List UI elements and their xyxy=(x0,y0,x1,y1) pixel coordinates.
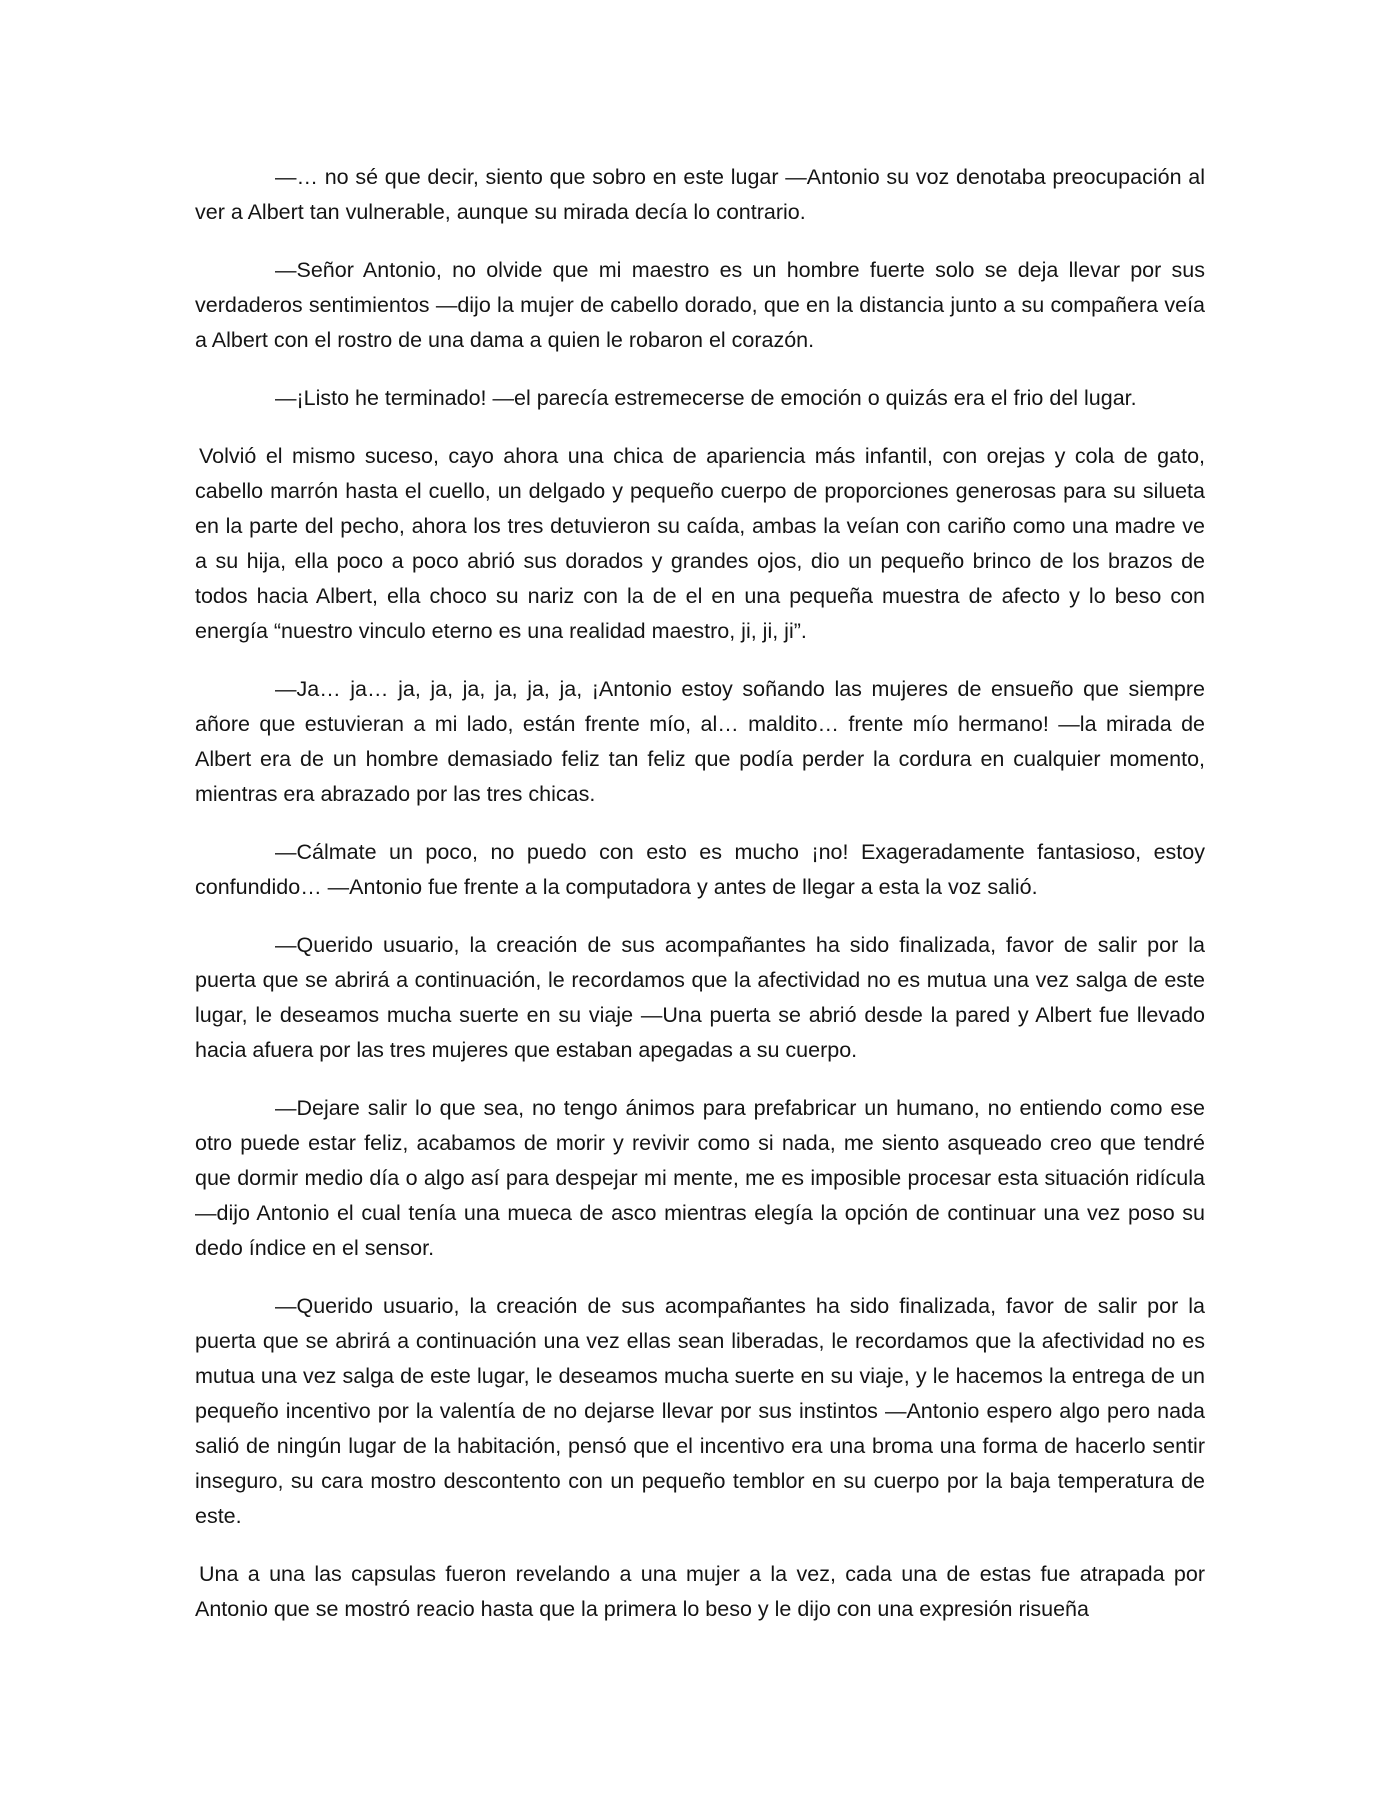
document-body xyxy=(195,160,1205,1650)
paragraph-4: Volvió el mismo suceso, cayo ahora una chica de apariencia más infantil, con orejas y cola de gato, cabello marrón hasta el cuello, un delgado y pequeño cuerpo de proporciones generosas para su silueta en la parte del pecho, ahora los tres detuvieron su caída, ambas la veían con cariño como una madre ve a su hija, ella poco a poco abrió sus dorados y grandes ojos, dio un pequeño brinco de los brazos de todos hacia Albert, ella choco su nariz con la de el en una pequeña muestra de afecto y lo beso con energía “nuestro vinculo eterno es una realidad maestro, ji, ji, ji”. xyxy=(195,444,1205,643)
paragraph-6: —Cálmate un poco, no puedo con esto es mucho ¡no! Exageradamente fantasioso, estoy confundido… —Antonio fue frente a la computadora y antes de llegar a esta la voz salió. xyxy=(195,840,1205,899)
paragraph-9: —Querido usuario, la creación de sus acompañantes ha sido finalizada, favor de salir por la puerta que se abrirá a continuación una vez ellas sean liberadas, le recordamos que la afectividad no es mutua una vez salga de este lugar, le deseamos mucha suerte en su viaje, y le hacemos la entrega de un pequeño incentivo por la valentía de no dejarse llevar por sus instintos —Antonio espero algo pero nada salió de ningún lugar de la habitación, pensó que el incentivo era una broma una forma de hacerlo sentir inseguro, su cara mostro descontento con un pequeño temblor en su cuerpo por la baja temperatura de este. xyxy=(195,1294,1205,1528)
paragraph-1: —… no sé que decir, siento que sobro en este lugar —Antonio su voz denotaba preocupación al ver a Albert tan vulnerable, aunque su mirada decía lo contrario. xyxy=(195,165,1205,224)
paragraph-5: —Ja… ja… ja, ja, ja, ja, ja, ja, ¡Antonio estoy soñando las mujeres de ensueño que siempre añore que estuvieran a mi lado, están frente mío, al… maldito… frente mío hermano! —la mirada de Albert era de un hombre demasiado feliz tan feliz que podía perder la cordura en cualquier momento, mientras era abrazado por las tres chicas. xyxy=(195,677,1205,806)
paragraph-2: —Señor Antonio, no olvide que mi maestro es un hombre fuerte solo se deja llevar por sus verdaderos sentimientos —dijo la mujer de cabello dorado, que en la distancia junto a su compañera veía a Albert con el rostro de una dama a quien le robaron el corazón. xyxy=(195,258,1205,352)
paragraph-3: —¡Listo he terminado! —el parecía estremecerse de emoción o quizás era el frio del lugar. xyxy=(275,386,1137,410)
paragraph-10: Una a una las capsulas fueron revelando a una mujer a la vez, cada una de estas fue atrapada por Antonio que se mostró reacio hasta que la primera lo beso y le dijo con una expresión risueña xyxy=(195,1562,1205,1621)
paragraph-8: —Dejare salir lo que sea, no tengo ánimos para prefabricar un humano, no entiendo como ese otro puede estar feliz, acabamos de morir y revivir como si nada, me siento asqueado creo que tendré que dormir medio día o algo así para despejar mi mente, me es imposible procesar esta situación ridícula —dijo Antonio el cual tenía una mueca de asco mientras elegía la opción de continuar una vez poso su dedo índice en el sensor. xyxy=(195,1096,1205,1260)
paragraph-7: —Querido usuario, la creación de sus acompañantes ha sido finalizada, favor de salir por la puerta que se abrirá a continuación, le recordamos que la afectividad no es mutua una vez salga de este lugar, le deseamos mucha suerte en su viaje —Una puerta se abrió desde la pared y Albert fue llevado hacia afuera por las tres mujeres que estaban apegadas a su cuerpo. xyxy=(195,933,1205,1062)
